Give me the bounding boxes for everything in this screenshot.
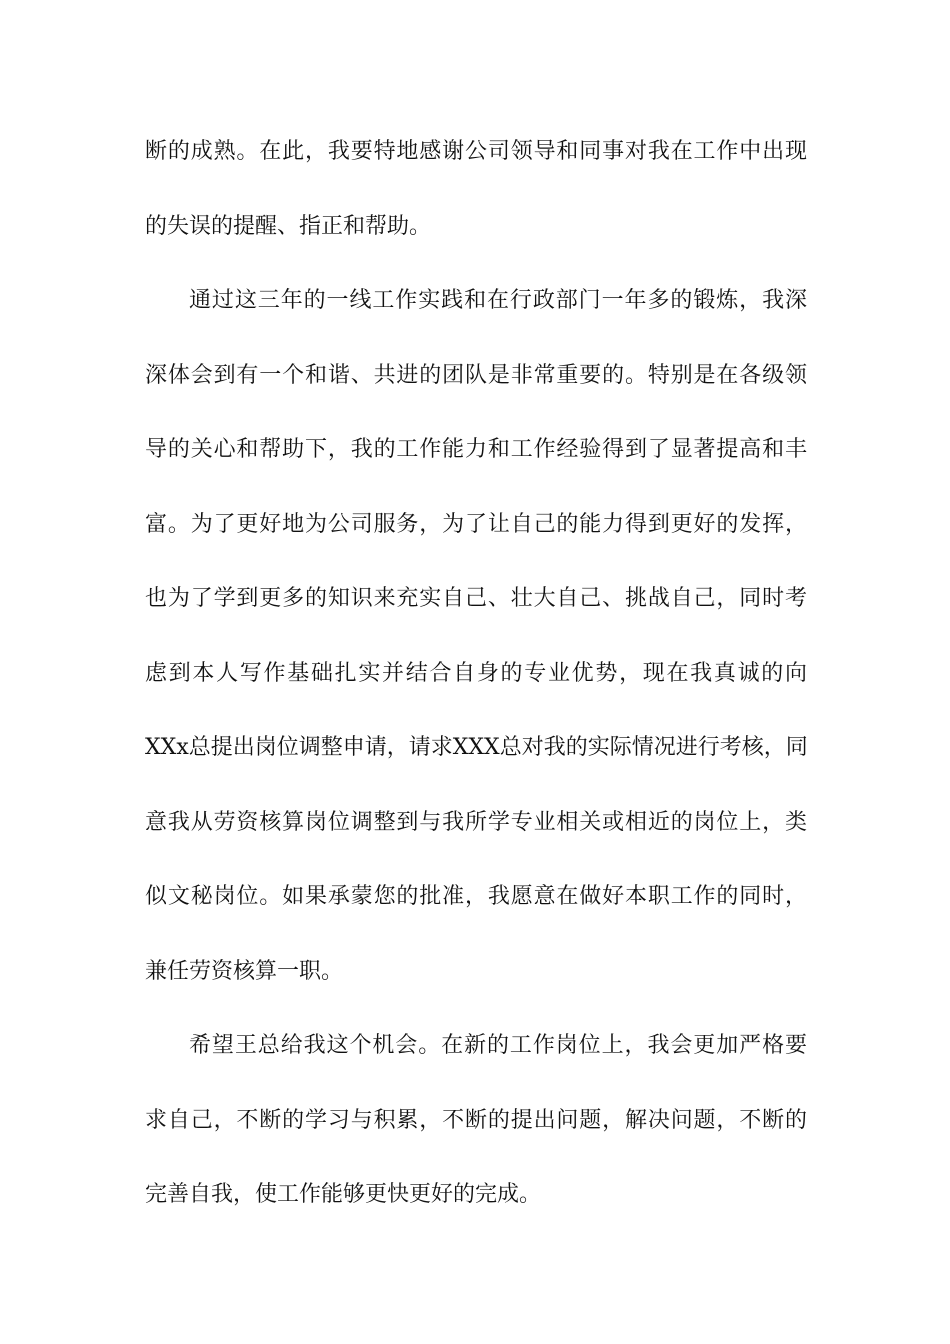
text-line: 虑到本人写作基础扎实并结合自身的专业优势，现在我真诚的向 bbox=[145, 660, 807, 686]
text-line: 完善自我，使工作能够更快更好的完成。 bbox=[145, 1182, 542, 1207]
text-line: 深体会到有一个和谐、共进的团队是非常重要的。特别是在各级领 bbox=[145, 362, 807, 388]
document-body bbox=[145, 130, 807, 1248]
text-line: XXx总提出岗位调整申请，请求XXX总对我的实际情况进行考核，同 bbox=[145, 735, 808, 760]
text-line: 富。为了更好地为公司服务，为了让自己的能力得到更好的发挥， bbox=[145, 511, 807, 537]
text-line: 也为了学到更多的知识来充实自己、壮大自己、挑战自己，同时考 bbox=[145, 586, 807, 611]
paragraph-first-line: 通过这三年的一线工作实践和在行政部门一年多的锻炼，我深 bbox=[189, 288, 807, 313]
text-line: 意我从劳资核算岗位调整到与我所学专业相关或相近的岗位上，类 bbox=[145, 809, 807, 835]
text-line: 导的关心和帮助下，我的工作能力和工作经验得到了显著提高和丰 bbox=[145, 437, 807, 462]
paragraph-first-line: 希望王总给我这个机会。在新的工作岗位上，我会更加严格要 bbox=[189, 1033, 807, 1058]
text-line: 似文秘岗位。如果承蒙您的批准，我愿意在做好本职工作的同时， bbox=[145, 884, 807, 909]
text-line: 的失误的提醒、指正和帮助。 bbox=[145, 213, 432, 239]
text-line: 求自己，不断的学习与积累，不断的提出问题，解决问题，不断的 bbox=[145, 1107, 807, 1133]
text-line: 兼任劳资核算一职。 bbox=[145, 958, 344, 984]
text-line: 断的成熟。在此，我要特地感谢公司领导和同事对我在工作中出现 bbox=[145, 139, 807, 164]
